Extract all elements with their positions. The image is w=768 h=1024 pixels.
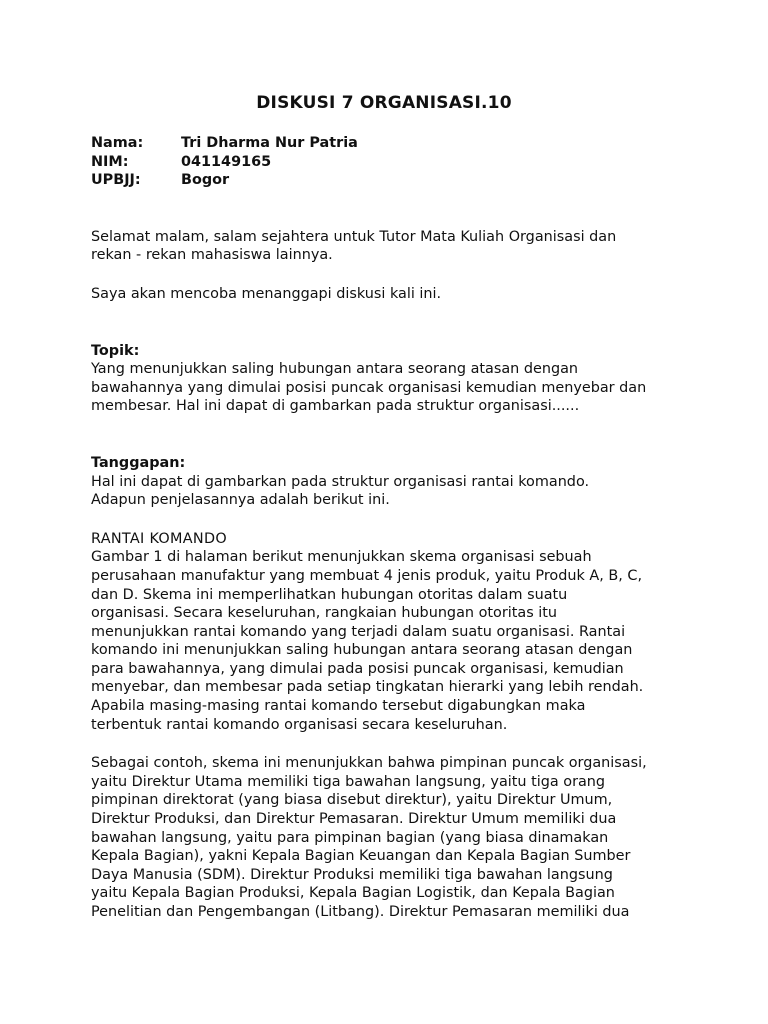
meta-value: Bogor [181,172,230,189]
text-line: Direktur Produksi, dan Direktur Pemasaran. Direktur Umum memiliki dua [91,811,617,828]
text-line: Apabila masing-masing rantai komando tersebut digabungkan maka [91,698,586,715]
text-line: Hal ini dapat di gambarkan pada struktur organisasi rantai komando. [91,473,590,490]
document-title: DISKUSI 7 ORGANISASI.10 [256,93,512,113]
tanggapan-section [91,454,691,510]
text-line: rekan - rekan mahasiswa lainnya. [91,247,333,264]
text-line: komando ini menunjukkan saling hubungan antara seorang atasan dengan [91,642,633,659]
text-line: bawahannya yang dimulai posisi puncak organisasi kemudian menyebar dan [91,379,647,396]
contoh-paragraph [91,754,691,921]
text-line: yaitu Kepala Bagian Produksi, Kepala Bagian Logistik, dan Kepala Bagian [91,885,615,902]
meta-value: Tri Dharma Nur Patria [181,135,358,151]
meta-label: UPBJJ: [91,172,141,189]
meta-row-nim [91,153,691,172]
text-line: Adapun penjelasannya adalah berikut ini. [91,492,390,509]
text-line: Sebagai contoh, skema ini menunjukkan bahwa pimpinan puncak organisasi, [91,755,647,772]
student-info [91,134,691,190]
text-line: Yang menunjukkan saling hubungan antara seorang atasan dengan [91,361,579,378]
text-line: yaitu Direktur Utama memiliki tiga bawahan langsung, yaitu tiga orang [91,773,606,790]
text-line: Penelitian dan Pengembangan (Litbang). Direktur Pemasaran memiliki dua [91,904,630,920]
intro-paragraph: Saya akan mencoba menanggapi diskusi kali ini. [91,285,442,302]
document-body [91,134,691,922]
meta-label: Nama: [91,135,144,151]
topik-section [91,342,691,416]
meta-row-name [91,134,691,153]
text-line: dan D. Skema ini memperlihatkan hubungan otoritas dalam suatu [91,586,568,603]
text-line: perusahaan manufaktur yang membuat 4 jenis produk, yaitu Produk A, B, C, [91,567,643,584]
text-line: organisasi. Secara keseluruhan, rangkaian hubungan otoritas itu [91,605,558,622]
meta-row-upbjj [91,171,691,190]
meta-label: NIM: [91,153,129,170]
text-line: para bawahannya, yang dimulai pada posisi puncak organisasi, kemudian [91,660,624,677]
text-line: menyebar, dan membesar pada setiap tingkatan hierarki yang lebih rendah. [91,679,644,696]
text-line: Gambar 1 di halaman berikut menunjukkan skema organisasi sebuah [91,549,592,566]
text-line: terbentuk rantai komando organisasi secara keseluruhan. [91,716,508,733]
text-line: bawahan langsung, yaitu para pimpinan bagian (yang biasa dinamakan [91,829,609,846]
meta-value: 041149165 [181,153,272,170]
text-line: Daya Manusia (SDM). Direktur Produksi memiliki tiga bawahan langsung [91,866,613,883]
section-heading: Topik: [91,342,140,359]
greeting-paragraph [91,228,691,265]
section-heading: RANTAI KOMANDO [91,530,227,547]
text-line: membesar. Hal ini dapat di gambarkan pada struktur organisasi...... [91,398,580,415]
text-line: menunjukkan rantai komando yang terjadi dalam suatu organisasi. Rantai [91,623,626,640]
text-line: pimpinan direktorat (yang biasa disebut direktur), yaitu Direktur Umum, [91,792,613,809]
text-line: Kepala Bagian), yakni Kepala Bagian Keuangan dan Kepala Bagian Sumber [91,848,631,865]
rantai-komando-section [91,530,691,735]
section-heading: Tanggapan: [91,454,186,471]
text-line: Selamat malam, salam sejahtera untuk Tutor Mata Kuliah Organisasi dan [91,228,617,245]
